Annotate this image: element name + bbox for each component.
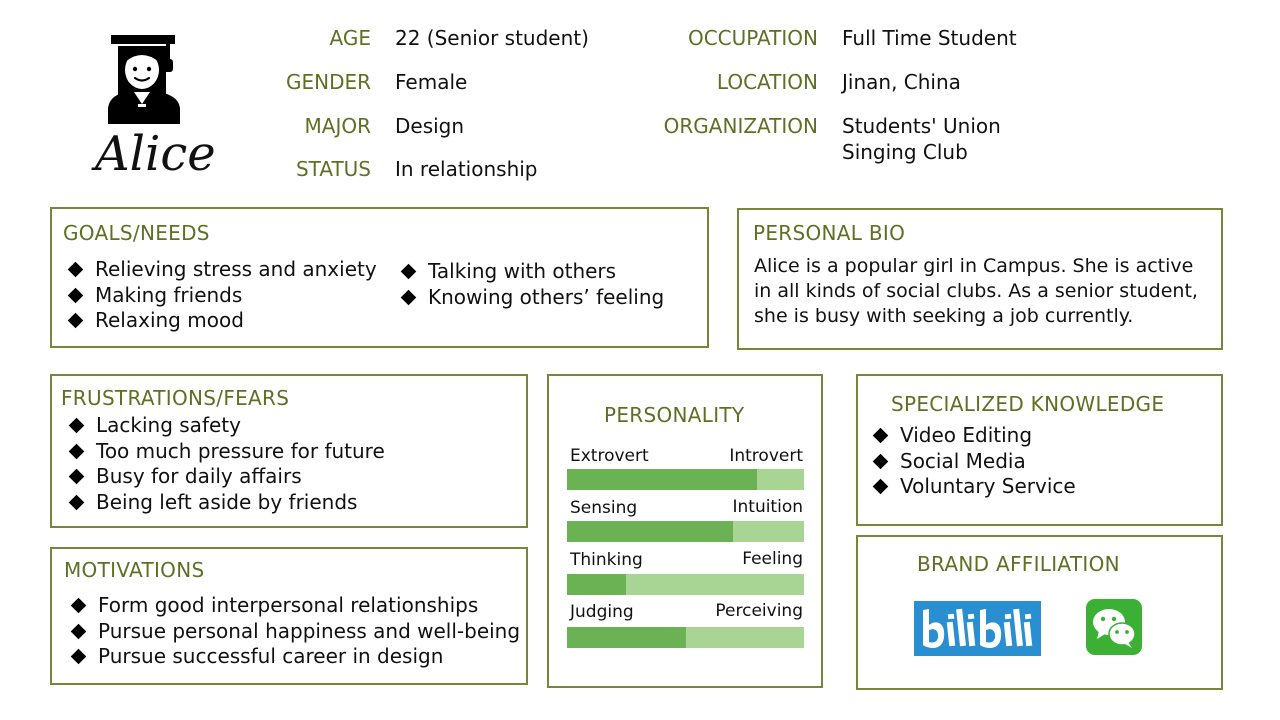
location-value: Jinan, China (842, 70, 961, 94)
diamond-bullet-icon (69, 469, 85, 485)
list-item: Making friends (66, 283, 377, 309)
trait-bar (567, 521, 804, 542)
student-avatar-icon (104, 32, 186, 124)
diamond-bullet-icon (69, 443, 85, 459)
trait-right-label: Introvert (729, 446, 803, 466)
list-item: Busy for daily affairs (67, 464, 385, 490)
age-label: AGE (329, 26, 371, 50)
diamond-bullet-icon (401, 264, 417, 280)
avatar (104, 32, 186, 124)
bio-line-3: she is busy with seeking a job currently. (754, 305, 1134, 327)
trait-right-label: Perceiving (715, 601, 803, 621)
diamond-bullet-icon (873, 453, 889, 469)
trait-bar-fill (567, 469, 757, 490)
trait-bar-fill (567, 521, 733, 542)
knowledge-list (871, 423, 1076, 500)
occupation-label: OCCUPATION (687, 26, 818, 50)
trait-bar-fill (567, 574, 626, 595)
diamond-bullet-icon (68, 313, 84, 329)
organization-value-2: Singing Club (842, 140, 968, 164)
goals-list-1 (66, 257, 377, 334)
diamond-bullet-icon (69, 494, 85, 510)
gender-value: Female (395, 70, 468, 94)
frustrations-title: FRUSTRATIONS/FEARS (61, 386, 290, 410)
wechat-logo (1086, 599, 1142, 655)
location-label: LOCATION (716, 70, 818, 94)
bio-title: PERSONAL BIO (753, 221, 906, 245)
trait-bar (567, 574, 804, 595)
knowledge-title: SPECIALIZED KNOWLEDGE (891, 392, 1165, 416)
persona-name: Alice (95, 126, 216, 182)
trait-left-label: Sensing (570, 498, 638, 518)
diamond-bullet-icon (71, 598, 87, 614)
list-item: Being left aside by friends (67, 490, 385, 516)
list-item: Video Editing (871, 423, 1076, 449)
trait-right-label: Feeling (742, 549, 803, 569)
diamond-bullet-icon (873, 479, 889, 495)
diamond-bullet-icon (401, 289, 417, 305)
diamond-bullet-icon (68, 287, 84, 303)
diamond-bullet-icon (71, 649, 87, 665)
list-item: Relieving stress and anxiety (66, 257, 377, 283)
status-label: STATUS (295, 157, 371, 181)
age-value: 22 (Senior student) (395, 26, 589, 50)
major-value: Design (395, 114, 465, 138)
trait-right-label: Intuition (732, 497, 803, 517)
list-item: Form good interpersonal relationships (69, 593, 520, 619)
list-item: Lacking safety (67, 413, 385, 439)
motivations-title: MOTIVATIONS (64, 558, 205, 582)
bilibili-logo (914, 601, 1041, 656)
goals-list-2 (399, 259, 664, 310)
list-item: Voluntary Service (871, 474, 1076, 500)
major-label: MAJOR (304, 114, 371, 138)
trait-bar-fill (567, 627, 686, 648)
occupation-value: Full Time Student (842, 26, 1017, 50)
frustrations-list (67, 413, 385, 515)
list-item: Talking with others (399, 259, 664, 285)
diamond-bullet-icon (71, 623, 87, 639)
bio-line-1: Alice is a popular girl in Campus. She is active (754, 255, 1194, 277)
diamond-bullet-icon (873, 428, 889, 444)
list-item: Too much pressure for future (67, 439, 385, 465)
trait-left-label: Extrovert (570, 446, 649, 466)
list-item: Relaxing mood (66, 308, 377, 334)
diamond-bullet-icon (69, 418, 85, 434)
gender-label: GENDER (285, 70, 371, 94)
trait-left-label: Judging (570, 602, 634, 622)
trait-left-label: Thinking (570, 550, 643, 570)
goals-title: GOALS/NEEDS (63, 221, 210, 245)
brands-title: BRAND AFFILIATION (917, 552, 1120, 576)
organization-value-1: Students' Union (842, 114, 1001, 138)
diamond-bullet-icon (68, 262, 84, 278)
list-item: Knowing others’ feeling (399, 285, 664, 311)
trait-bar (567, 469, 804, 490)
bio-line-2: in all kinds of social clubs. As a senior student, (754, 280, 1198, 302)
motivations-list (69, 593, 520, 670)
list-item: Pursue personal happiness and well-being (69, 619, 520, 645)
trait-bar (567, 627, 804, 648)
status-value: In relationship (395, 157, 538, 181)
personality-title: PERSONALITY (604, 403, 745, 427)
list-item: Social Media (871, 449, 1076, 475)
list-item: Pursue successful career in design (69, 644, 520, 670)
organization-label: ORGANIZATION (663, 114, 818, 138)
